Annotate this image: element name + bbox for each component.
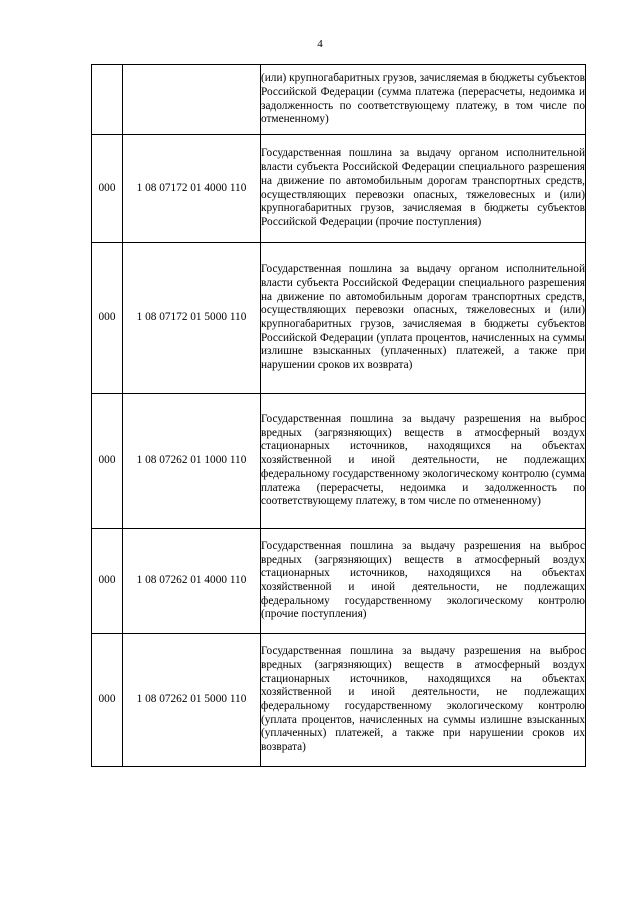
budget-code-cell: 1 08 07262 01 1000 110 [123, 394, 261, 529]
budget-code-cell: 1 08 07262 01 4000 110 [123, 529, 261, 634]
income-name-cell: Государственная пошлина за выдачу разрешения на выброс вредных (загрязняющих) веществ в атмосферный воздух стационарных источников, находящихся на объектах хозяйственной и иной деятельности, не подлежащих федеральному государственному экологическому контролю (прочие поступления) [261, 529, 586, 634]
income-name-cell: Государственная пошлина за выдачу органом исполнительной власти субъекта Российской Федерации специального разрешения на движение по автомобильным дорогам транспортных средств, осуществляющих перевозки опасных, тяжеловесных и (или) крупногабаритных грузов, зачисляемая в бюджеты субъектов Российской Федерации (прочие поступления) [261, 135, 586, 243]
table-row [92, 634, 586, 767]
admin-code-cell: 000 [92, 634, 123, 767]
admin-code-cell [92, 65, 123, 135]
table-row [92, 65, 586, 135]
budget-code-cell [123, 65, 261, 135]
income-name-cell: Государственная пошлина за выдачу разрешения на выброс вредных (загрязняющих) веществ в атмосферный воздух стационарных источников, находящихся на объектах хозяйственной и иной деятельности, не подлежащих федеральному государственному экологическому контролю (уплата процентов, начисленных на суммы излишне взысканных (уплаченных) платежей, а также при нарушении сроков их возврата) [261, 634, 586, 767]
budget-classification-table [91, 64, 586, 767]
income-name-cell: Государственная пошлина за выдачу органом исполнительной власти субъекта Российской Федерации специального разрешения на движение по автомобильным дорогам транспортных средств, осуществляющих перевозки опасных, тяжеловесных и (или) крупногабаритных грузов, зачисляемая в бюджеты субъектов Российской Федерации (уплата процентов, начисленных на суммы излишне взысканных (уплаченных) платежей, а также при нарушении сроков их возврата) [261, 243, 586, 394]
income-name-cell: (или) крупногабаритных грузов, зачисляемая в бюджеты субъектов Российской Федерации (сумма платежа (перерасчеты, недоимка и задолженность по соответствующему платежу, в том числе по отмененному) [261, 65, 586, 135]
admin-code-cell: 000 [92, 243, 123, 394]
budget-code-cell: 1 08 07262 01 5000 110 [123, 634, 261, 767]
admin-code-cell: 000 [92, 529, 123, 634]
page-number: 4 [317, 38, 323, 50]
admin-code-cell: 000 [92, 394, 123, 529]
table-row [92, 529, 586, 634]
table-row [92, 135, 586, 243]
admin-code-cell: 000 [92, 135, 123, 243]
budget-code-cell: 1 08 07172 01 4000 110 [123, 135, 261, 243]
table-row [92, 394, 586, 529]
income-name-cell: Государственная пошлина за выдачу разрешения на выброс вредных (загрязняющих) веществ в атмосферный воздух стационарных источников, находящихся на объектах хозяйственной и иной деятельности, не подлежащих федеральному государственному экологическому контролю (сумма платежа (перерасчеты, недоимка и задолженность по соответствующему платежу, в том числе по отмененному) [261, 394, 586, 529]
budget-code-cell: 1 08 07172 01 5000 110 [123, 243, 261, 394]
table-row [92, 243, 586, 394]
